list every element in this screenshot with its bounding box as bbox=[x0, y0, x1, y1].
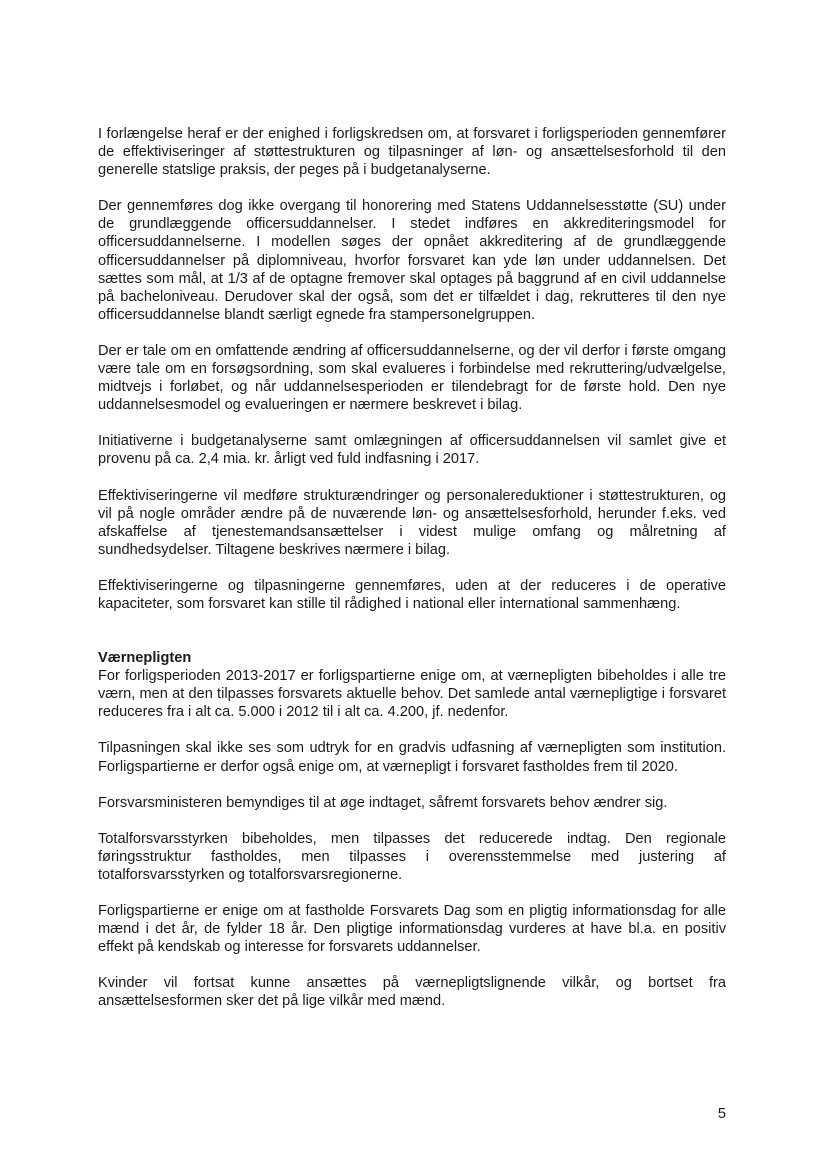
section-paragraph: Forligspartierne er enige om at fastholde Forsvarets Dag som en pligtig informationsdag for alle mænd i det år, de fylder 18 år. Den pligtige informationsdag vurderes at have bl.a. en positiv effekt på kendskab og interesse for forsvarets uddannelser. bbox=[98, 903, 726, 956]
body-paragraph: I forlængelse heraf er der enighed i forligskredsen om, at forsvaret i forligsperioden gennemfører de effektiviseringer af støttestrukturen og tilpasninger af løn- og ansættelsesforhold til den generelle statslige praksis, der peges på i budgetanalyserne. bbox=[98, 126, 726, 179]
body-paragraph: Effektiviseringerne vil medføre strukturændringer og personalereduktioner i støttestrukturen, og vil på nogle områder ændre på de nuværende løn- og ansættelsesforhold, herunder f.eks. ved afskaffelse af tjenestemandsansættelser i videst mulige omfang og målretning af sundhedsydelser. Tiltagene beskrives nærmere i bilag. bbox=[98, 487, 726, 558]
body-paragraph: Der er tale om en omfattende ændring af officersuddannelserne, og der vil derfor i første omgang være tale om en forsøgsordning, som skal evalueres i forbindelse med rekruttering/udvælgelse, midtvejs i forløbet, og når uddannelsesperioden er tilendebragt for de første hold. Den nye uddannelsesmodel og evalueringen er nærmere beskrevet i bilag. bbox=[98, 342, 726, 414]
body-paragraph: Der gennemføres dog ikke overgang til honorering med Statens Uddannelsesstøtte (SU) under de grundlæggende officersuddannelser. I stedet indføres en akkrediteringsmodel for officersuddannelserne. I modellen søges der opnået akkreditering af de grundlæggende officersuddannelser på diplomniveau, hvorfor forsvaret kan yde løn under uddannelsen. Det sættes som mål, at 1/3 af de optagne fremover skal optages på baggrund af en civil uddannelse på bacheloniveau. Derudover skal der også, som det er tilfældet i dag, rekrutteres til den nye officersuddannelse blandt særligt egnede fra stampersonelgruppen. bbox=[98, 198, 726, 323]
section-paragraph: Kvinder vil fortsat kunne ansættes på værnepligtslignende vilkår, og bortset fra ansættelsesformen sker det på lige vilkår med mænd. bbox=[98, 975, 726, 1010]
page-number: 5 bbox=[717, 1106, 726, 1122]
page-body bbox=[98, 125, 726, 1028]
body-paragraph: Effektiviseringerne og tilpasningerne gennemføres, uden at der reduceres i de operative kapaciteter, som forsvaret kan stille til rådighed i national eller international sammenhæng. bbox=[98, 577, 726, 612]
section-paragraph: Totalforsvarsstyrken bibeholdes, men tilpasses det reducerede indtag. Den regionale føringsstruktur fastholdes, men tilpasses i overensstemmelse med justering af totalforsvarsstyrken og totalforsvarsregionerne. bbox=[98, 830, 726, 883]
body-paragraph: Initiativerne i budgetanalyserne samt omlægningen af officersuddannelsen vil samlet give et provenu på ca. 2,4 mia. kr. årligt ved fuld indfasning i 2017. bbox=[98, 433, 726, 468]
section-heading: Værnepligten bbox=[98, 650, 192, 667]
section-paragraph: Tilpasningen skal ikke ses som udtryk for en gradvis udfasning af værnepligten som institution. Forligspartierne er derfor også enige om, at værnepligt i forsvaret fastholdes frem til 2020. bbox=[98, 740, 726, 775]
section-paragraph: For forligsperioden 2013-2017 er forligspartierne enige om, at værnepligten bibeholdes i alle tre værn, men at den tilpasses forsvarets aktuelle behov. Det samlede antal værnepligtige i forsvaret reduceres fra i alt ca. 5.000 i 2012 til i alt ca. 4.200, jf. nedenfor. bbox=[98, 668, 726, 721]
section-paragraph: Forsvarsministeren bemyndiges til at øge indtaget, såfremt forsvarets behov ændrer sig. bbox=[98, 794, 668, 811]
